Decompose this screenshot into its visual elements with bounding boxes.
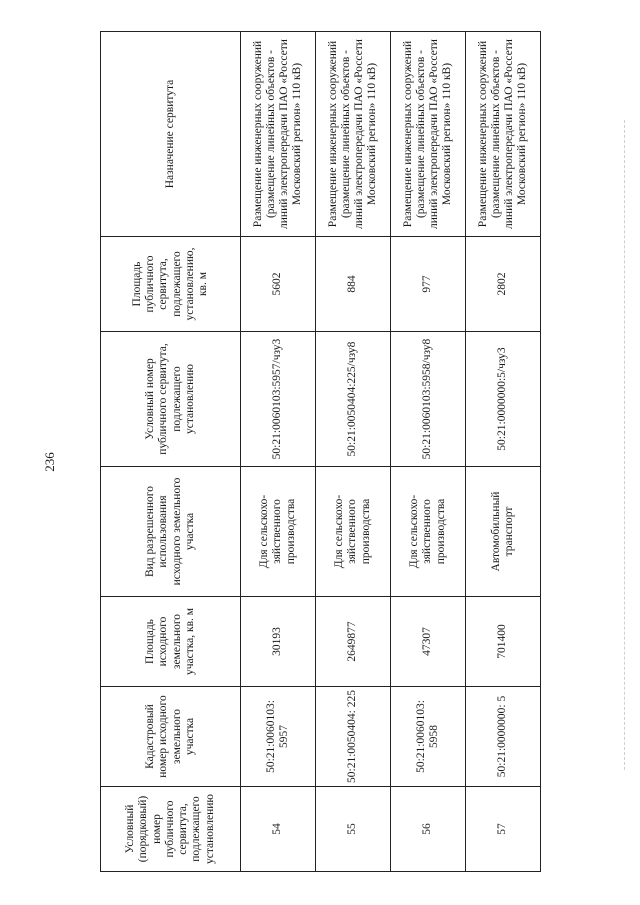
header-cell-purpose: Назначение сервитута [101, 32, 241, 237]
cell-area: 701400 [466, 597, 541, 687]
cell-number: 56 [391, 787, 466, 872]
cell-area: 30193 [241, 597, 316, 687]
cell-use-type: Автомобильный транспорт [466, 467, 541, 597]
cell-servitude-number: 50:21:0050404:225/чзу8 [316, 332, 391, 467]
cell-cadastral: 50:21:0000000: 5 [466, 687, 541, 787]
table-row [241, 32, 316, 872]
cell-servitude-area: 2802 [466, 237, 541, 332]
cell-area: 47307 [391, 597, 466, 687]
cell-purpose: Размещение инженерных сооружений (размещение линейных объектов - линий электропередачи ПАО «Россети Московский регион» 110 кВ) [391, 32, 466, 237]
cell-number: 57 [466, 787, 541, 872]
table-row [316, 32, 391, 872]
cell-area: 2649877 [316, 597, 391, 687]
cell-number: 55 [316, 787, 391, 872]
cell-servitude-number: 50:21:0000000:5/чзу3 [466, 332, 541, 467]
servitude-table [100, 31, 541, 872]
table-row [391, 32, 466, 872]
table-row [466, 32, 541, 872]
cell-cadastral: 50:21:0060103: 5957 [241, 687, 316, 787]
cell-purpose: Размещение инженерных сооружений (размещение линейных объектов - линий электропередачи ПАО «Россети Московский регион» 110 кВ) [241, 32, 316, 237]
cell-purpose: Размещение инженерных сооружений (размещение линейных объектов - линий электропередачи ПАО «Россети Московский регион» 110 кВ) [466, 32, 541, 237]
cell-servitude-area: 5602 [241, 237, 316, 332]
cell-use-type: Для сельскохо-зяйственного производства [391, 467, 466, 597]
cell-servitude-area: 977 [391, 237, 466, 332]
cell-number: 54 [241, 787, 316, 872]
header-cell-number: Условный (порядковый) номер публичного сервитута, подлежащего установлению [101, 787, 241, 872]
scan-edge-line [624, 120, 626, 770]
cell-servitude-number: 50:21:0060103:5957/чзу3 [241, 332, 316, 467]
header-cell-servitude-area: Площадь публичного сервитута, подлежащего установлению, кв. м [101, 237, 241, 332]
rotated-table-container [100, 32, 540, 872]
cell-use-type: Для сельскохо-зяйственного производства [316, 467, 391, 597]
header-row [101, 32, 241, 872]
cell-purpose: Размещение инженерных сооружений (размещение линейных объектов - линий электропередачи ПАО «Россети Московский регион» 110 кВ) [316, 32, 391, 237]
page-number: 236 [42, 452, 57, 472]
header-cell-cadastral: Кадастровый номер исходного земельного участка [101, 687, 241, 787]
cell-cadastral: 50:21:0060103: 5958 [391, 687, 466, 787]
cell-cadastral: 50:21:0050404: 225 [316, 687, 391, 787]
header-cell-use-type: Вид разрешенного использования исходного земельного участка [101, 467, 241, 597]
header-cell-area: Площадь исходного земельного участка, кв. м [101, 597, 241, 687]
cell-servitude-area: 884 [316, 237, 391, 332]
cell-use-type: Для сельскохо-зяйственного производства [241, 467, 316, 597]
cell-servitude-number: 50:21:0060103:5958/чзу8 [391, 332, 466, 467]
header-cell-servitude-number: Условный номер публичного сервитута, подлежащего установлению [101, 332, 241, 467]
